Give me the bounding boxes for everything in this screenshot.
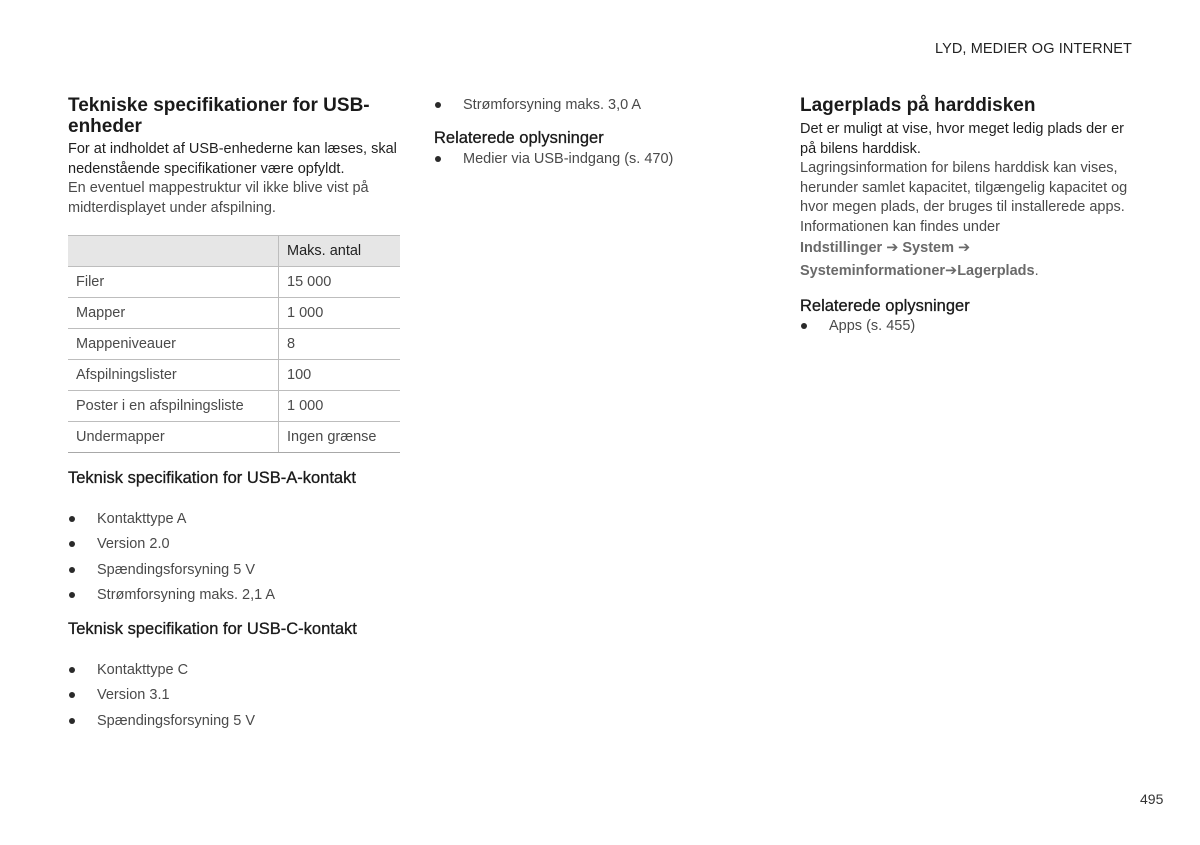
path-end-punctuation: . [1034, 263, 1039, 279]
table-row [68, 391, 400, 422]
table-row [68, 298, 400, 329]
list-item-text: Strømforsyning maks. 2,1 A [97, 586, 276, 603]
list-item [68, 661, 400, 680]
settings-path-line-1 [800, 237, 1132, 260]
usb-a-heading: Teknisk specifikation for USB-A-kontakt [68, 469, 356, 487]
table-row [68, 422, 400, 453]
bullet-icon [435, 156, 441, 162]
table-cell-value: 8 [279, 329, 401, 360]
path-step-system-info: Systeminformationer [800, 263, 946, 279]
usb-c-list [68, 661, 400, 731]
table-cell-value: 1 000 [279, 298, 401, 329]
table-cell-label: Mapper [68, 298, 279, 329]
bullet-icon [69, 541, 75, 547]
path-step-storage: Lagerplads [957, 263, 1035, 279]
table-cell-label: Undermapper [68, 422, 279, 453]
list-item [68, 510, 400, 529]
table-cell-label: Mappeniveauer [68, 329, 279, 360]
running-head: LYD, MEDIER OG INTERNET [935, 41, 1132, 57]
table-cell-label: Poster i en afspilningsliste [68, 391, 279, 422]
arrow-right-icon: ➔ [886, 240, 899, 256]
list-item [68, 686, 400, 705]
list-item [68, 535, 400, 554]
usb-c-list-continued [434, 96, 766, 115]
related-list [434, 150, 766, 169]
bullet-icon [69, 692, 75, 698]
usb-specs-heading: Tekniske specifikationer for USB-enheder [68, 95, 370, 137]
usb-specs-body: En eventuel mappestruktur vil ikke blive vist på midterdisplayet under afspilning. [68, 180, 369, 216]
usb-a-list [68, 510, 400, 605]
list-item-text: Strømforsyning maks. 3,0 A [463, 97, 642, 113]
list-item [68, 586, 400, 605]
table-cell-value: 100 [279, 360, 401, 391]
table-cell-value: Ingen grænse [279, 422, 401, 453]
related-list [800, 317, 1132, 336]
related-heading: Relaterede oplysninger [434, 129, 604, 147]
list-item [434, 96, 766, 115]
list-item [68, 712, 400, 731]
list-item-text: Version 3.1 [97, 687, 170, 704]
settings-path [800, 237, 1132, 283]
table-cell-label: Afspilningslister [68, 360, 279, 391]
list-item-text: Apps (s. 455) [829, 318, 916, 334]
related-link[interactable] [800, 317, 1132, 336]
table-header-row [68, 236, 400, 267]
bullet-icon [801, 323, 807, 329]
page-number: 495 [1140, 791, 1164, 807]
path-step-system: System [902, 240, 954, 256]
table-cell-value: 1 000 [279, 391, 401, 422]
table-cell-label: Filer [68, 267, 279, 298]
usb-specs-lead: For at indholdet af USB-enhederne kan læses, skal nedenstående specifikationer være opfyldt. [68, 141, 397, 177]
table-header-empty [68, 236, 279, 267]
related-heading: Relaterede oplysninger [800, 297, 970, 315]
bullet-icon [69, 516, 75, 522]
storage-body: Lagringsinformation for bilens harddisk kan vises, herunder samlet kapacitet, tilgængelig kapacitet og hvor megen plads, der bruges til installerede apps. Informationen kan findes under [800, 160, 1128, 235]
settings-path-line-2 [800, 260, 1132, 283]
storage-lead: Det er muligt at vise, hvor meget ledig plads der er på bilens harddisk. [800, 121, 1124, 157]
bullet-icon [69, 667, 75, 673]
list-item-text: Kontakttype A [97, 511, 187, 527]
arrow-right-icon: ➔ [945, 263, 958, 279]
usb-limits-table [68, 235, 400, 453]
list-item-text: Spændingsforsyning 5 V [97, 561, 255, 578]
list-item-text: Spændingsforsyning 5 V [97, 712, 255, 729]
list-item-text: Kontakttype C [97, 662, 189, 678]
bullet-icon [69, 718, 75, 724]
related-link[interactable] [434, 150, 766, 169]
table-cell-value: 15 000 [279, 267, 401, 298]
bullet-icon [69, 567, 75, 573]
storage-heading: Lagerplads på harddisken [800, 95, 1036, 116]
arrow-right-icon: ➔ [958, 240, 971, 256]
bullet-icon [435, 102, 441, 108]
table-row [68, 267, 400, 298]
bullet-icon [69, 592, 75, 598]
table-header-max-count: Maks. antal [279, 236, 401, 267]
table-row [68, 360, 400, 391]
usb-c-heading: Teknisk specifikation for USB-C-kontakt [68, 620, 357, 638]
table-row [68, 329, 400, 360]
list-item [68, 561, 400, 580]
list-item-text: Medier via USB-indgang (s. 470) [463, 151, 674, 167]
path-step-settings: Indstillinger [800, 240, 883, 256]
list-item-text: Version 2.0 [97, 536, 170, 553]
